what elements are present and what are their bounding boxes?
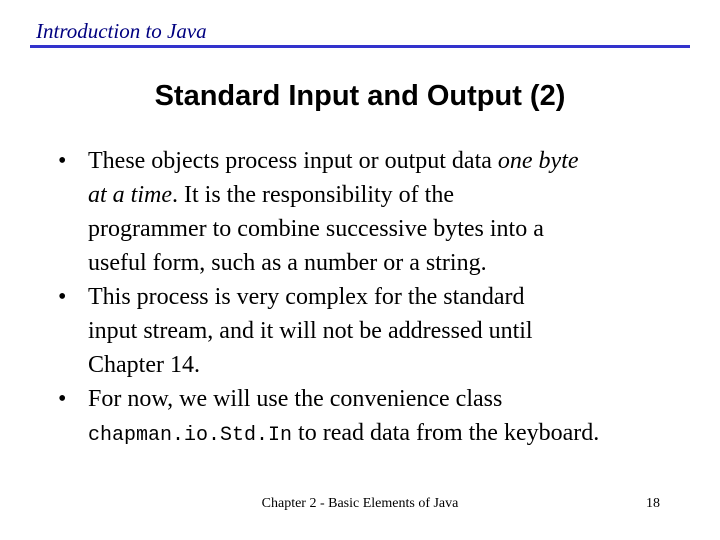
bullet-line: [88, 178, 688, 212]
line-text: . It is the responsibility of the: [172, 182, 454, 208]
header-rule: [30, 45, 690, 48]
bullet-line: For now, we will use the convenience class: [88, 386, 503, 412]
bullet-line: useful form, such as a number or a string.: [88, 250, 487, 276]
emphasis-text: one byte: [497, 148, 579, 174]
emphasis-text: at a time: [88, 182, 172, 208]
bullet-line: input stream, and it will not be addressed until: [88, 318, 533, 344]
bullet-list: [58, 144, 688, 453]
course-title: Introduction to Java: [36, 19, 207, 43]
footer-chapter-label: Chapter 2 - Basic Elements of Java: [261, 496, 459, 511]
bullet-line: programmer to combine successive bytes into a: [88, 216, 544, 242]
bullet-line: [88, 144, 688, 178]
bullet-marker: •: [58, 386, 67, 412]
code-class-name: chapman.io.Std.In: [88, 424, 293, 447]
header-rule-bar: [30, 45, 690, 48]
bullet-line: [88, 416, 688, 453]
bullet-item: [58, 144, 688, 280]
bullet-marker: •: [58, 148, 67, 174]
line-text: These objects process input or output data: [88, 148, 498, 174]
bullet-marker: •: [58, 284, 67, 310]
bullet-line: This process is very complex for the standard: [88, 284, 525, 310]
line-text: to read data from the keyboard.: [292, 420, 600, 446]
bullet-line: Chapter 14.: [88, 352, 200, 378]
bullet-item: [58, 280, 688, 382]
slide-title: Standard Input and Output (2): [154, 80, 566, 112]
footer-page-number: 18: [646, 496, 660, 511]
bullet-item: [58, 382, 688, 453]
